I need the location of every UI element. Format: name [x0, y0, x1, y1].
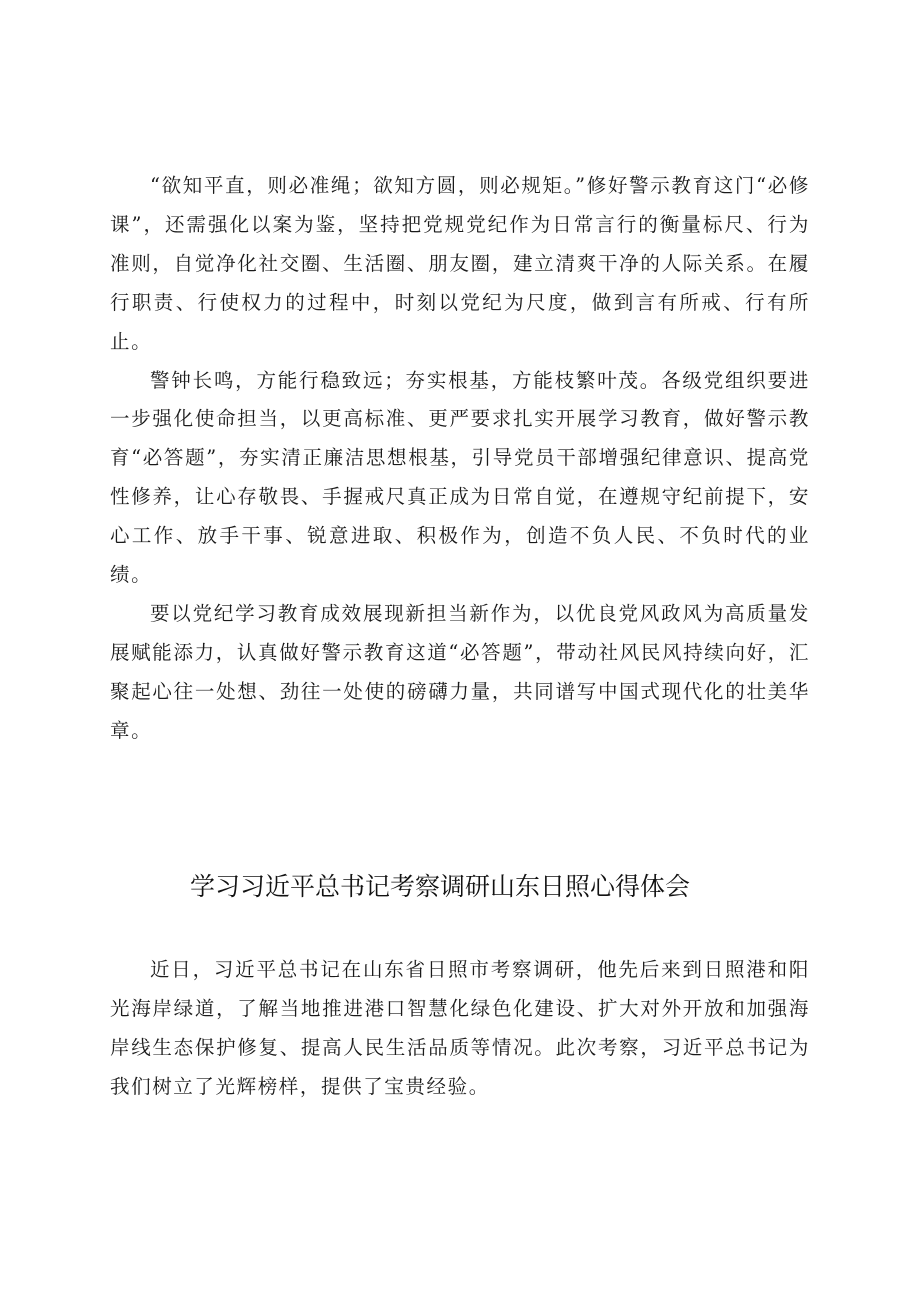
article-two-body	[110, 951, 810, 1107]
body-paragraph: “欲知平直，则必准绳；欲知方圆，则必规矩。”修好警示教育这门“必修课”，还需强化以案为鉴，坚持把党规党纪作为日常言行的衡量标尺、行为准则，自觉净化社交圈、生活圈、朋友圈，建立清爽干净的人际关系。在履行职责、行使权力的过程中，时刻以党纪为尺度，做到言有所戒、行有所止。	[110, 174, 810, 353]
body-paragraph: 警钟长鸣，方能行稳致远；夯实根基，方能枝繁叶茂。各级党组织要进一步强化使命担当，以更高标准、更严要求扎实开展学习教育，做好警示教育“必答题”，夯实清正廉洁思想根基，引导党员干部增强纪律意识、提高党性修养，让心存敬畏、手握戒尺真正成为日常自觉，在遵规守纪前提下，安心工作、放手干事、锐意进取、积极作为，创造不负人民、不负时代的业绩。	[110, 368, 810, 587]
article-title: 学习习近平总书记考察调研山东日照心得体会	[189, 872, 690, 901]
body-paragraph: 要以党纪学习教育成效展现新担当新作为，以优良党风政风为高质量发展赋能添力，认真做好警示教育这道“必答题”，带动社风民风持续向好，汇聚起心往一处想、劲往一处使的磅礴力量，共同谱写中国式现代化的壮美华章。	[110, 601, 810, 742]
article-one-body	[110, 167, 810, 751]
body-paragraph: 近日，习近平总书记在山东省日照市考察调研，他先后来到日照港和阳光海岸绿道，了解当地推进港口智慧化绿色化建设、扩大对外开放和加强海岸线生态保护修复、提高人民生活品质等情况。此次考察，习近平总书记为我们树立了光辉榜样，提供了宝贵经验。	[110, 958, 810, 1098]
